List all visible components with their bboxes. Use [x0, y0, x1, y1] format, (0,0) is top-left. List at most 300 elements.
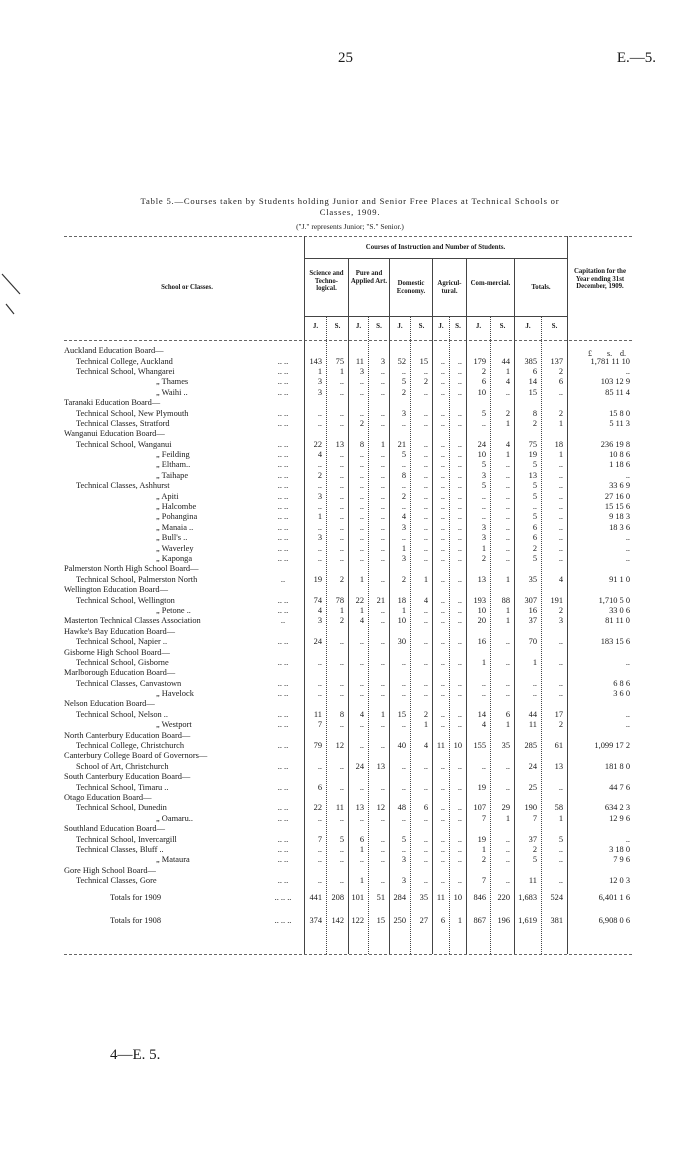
- leader-dots-cell: ..: [280, 574, 286, 584]
- value-cell: ..: [359, 533, 364, 543]
- value-cell: ..: [481, 761, 486, 771]
- value-cell: 4: [423, 741, 428, 751]
- value-cell: 5: [401, 834, 406, 844]
- table-row: [64, 782, 632, 792]
- leader-dots-cell: .. ..: [277, 491, 289, 501]
- value-cell: [302, 627, 324, 637]
- value-cell: ..: [423, 450, 428, 460]
- value-cell: 19: [313, 574, 322, 584]
- table-row: [64, 346, 632, 356]
- value-cell: 22: [313, 439, 322, 449]
- value-cell: ..: [317, 418, 322, 428]
- value-cell: 2: [505, 408, 510, 418]
- value-cell: 6: [532, 522, 537, 532]
- capitation-cell: 10 8 6: [609, 450, 630, 460]
- value-cell: [302, 866, 324, 876]
- value-cell: [539, 772, 565, 782]
- capitation-cell: [565, 585, 632, 595]
- value-cell: 5: [401, 450, 406, 460]
- value-cell: ..: [423, 543, 428, 553]
- value-cell: [447, 772, 464, 782]
- value-cell: ..: [440, 605, 445, 615]
- value-cell: ..: [380, 689, 385, 699]
- leader-dots-cell: .. ..: [277, 439, 289, 449]
- value-cell: 107: [473, 803, 486, 813]
- value-cell: ..: [380, 408, 385, 418]
- value-cell: ..: [440, 834, 445, 844]
- school-name-cell: „ Waverley: [156, 543, 194, 553]
- capitation-cell: [565, 751, 632, 761]
- value-cell: ..: [457, 803, 462, 813]
- capitation-cell: 12 9 6: [609, 813, 630, 823]
- capitation-cell: 6,401 1 6: [598, 892, 630, 902]
- value-cell: ..: [457, 709, 462, 719]
- table-row: [64, 564, 632, 574]
- value-cell: ..: [401, 366, 406, 376]
- value-cell: [366, 668, 387, 678]
- capitation-cell: 6,908 0 6: [598, 915, 630, 925]
- value-cell: 3: [401, 855, 406, 865]
- value-cell: 21: [376, 595, 385, 605]
- value-cell: ..: [440, 595, 445, 605]
- value-cell: 5: [481, 460, 486, 470]
- value-cell: [447, 398, 464, 408]
- value-cell: 1: [558, 418, 563, 428]
- value-cell: [430, 668, 447, 678]
- value-cell: ..: [423, 844, 428, 854]
- table-row: [64, 616, 632, 626]
- value-cell: ..: [505, 678, 510, 688]
- value-cell: [302, 346, 324, 356]
- school-name-cell: Taranaki Education Board—: [64, 398, 161, 408]
- value-cell: [430, 824, 447, 834]
- value-cell: 3: [481, 470, 486, 480]
- value-cell: 8: [359, 439, 364, 449]
- value-cell: [488, 730, 512, 740]
- table-row: [64, 824, 632, 834]
- value-cell: ..: [339, 554, 344, 563]
- value-cell: ..: [339, 657, 344, 667]
- value-cell: ..: [380, 574, 385, 584]
- value-cell: [387, 647, 408, 657]
- value-cell: ..: [380, 616, 385, 626]
- value-cell: ..: [380, 605, 385, 615]
- leader-dots-cell: [264, 824, 302, 834]
- value-cell: 122: [351, 915, 364, 925]
- value-cell: 374: [309, 915, 322, 925]
- value-cell: ..: [505, 554, 510, 563]
- value-cell: ..: [505, 689, 510, 699]
- value-cell: [512, 346, 539, 356]
- value-cell: 75: [528, 439, 537, 449]
- value-cell: [387, 824, 408, 834]
- value-cell: [512, 751, 539, 761]
- value-cell: ..: [401, 813, 406, 823]
- value-cell: [464, 793, 488, 803]
- value-cell: ..: [380, 554, 385, 563]
- value-cell: 22: [313, 803, 322, 813]
- value-cell: [408, 627, 430, 637]
- leader-dots-cell: .. ..: [277, 657, 289, 667]
- value-cell: ..: [440, 803, 445, 813]
- value-cell: [408, 699, 430, 709]
- value-cell: [430, 699, 447, 709]
- value-cell: ..: [423, 366, 428, 376]
- value-cell: ..: [380, 502, 385, 512]
- leader-dots-cell: .. ..: [277, 605, 289, 615]
- leader-dots-cell: .. ..: [277, 876, 289, 886]
- value-cell: ..: [440, 554, 445, 563]
- capitation-cell: 81 11 0: [605, 616, 630, 626]
- value-cell: ..: [457, 366, 462, 376]
- value-cell: [387, 668, 408, 678]
- table-row: [64, 398, 632, 408]
- value-cell: [488, 772, 512, 782]
- leader-dots-cell: [264, 647, 302, 657]
- value-cell: [366, 627, 387, 637]
- value-cell: 12: [376, 803, 385, 813]
- value-cell: 18: [554, 439, 563, 449]
- value-cell: ..: [532, 502, 537, 512]
- value-cell: [512, 647, 539, 657]
- table-row: [64, 762, 632, 772]
- value-cell: 2: [532, 543, 537, 553]
- free-places-table: [64, 346, 632, 932]
- value-cell: ..: [440, 533, 445, 543]
- table-row: [64, 647, 632, 657]
- value-cell: 24: [528, 761, 537, 771]
- value-cell: [539, 647, 565, 657]
- value-cell: [302, 668, 324, 678]
- value-cell: 6: [558, 377, 563, 387]
- value-cell: 3: [317, 491, 322, 501]
- value-cell: 21: [397, 439, 406, 449]
- value-cell: 2: [558, 720, 563, 730]
- value-cell: ..: [481, 512, 486, 522]
- leader-dots-cell: .. ..: [277, 481, 289, 491]
- table-row: [64, 543, 632, 553]
- capitation-cell: [565, 772, 632, 782]
- value-cell: [512, 699, 539, 709]
- value-cell: [464, 668, 488, 678]
- school-name-cell: North Canterbury Education Board—: [64, 730, 191, 740]
- value-cell: 4: [317, 450, 322, 460]
- capitation-cell: 15 8 0: [609, 408, 630, 418]
- school-name-cell: Otago Education Board—: [64, 792, 152, 802]
- value-cell: [488, 866, 512, 876]
- value-cell: ..: [359, 522, 364, 532]
- value-cell: 4: [558, 574, 563, 584]
- school-name-cell: Auckland Education Board—: [64, 346, 164, 356]
- value-cell: [387, 564, 408, 574]
- value-cell: [512, 793, 539, 803]
- school-name-cell: South Canterbury Education Board—: [64, 772, 191, 782]
- value-cell: ..: [380, 491, 385, 501]
- value-cell: ..: [457, 460, 462, 470]
- value-cell: [346, 699, 366, 709]
- value-cell: [430, 585, 447, 595]
- leader-dots-cell: [264, 772, 302, 782]
- value-cell: 10: [453, 741, 462, 751]
- leader-dots-cell: [264, 668, 302, 678]
- value-cell: 13: [528, 470, 537, 480]
- value-cell: 27: [419, 915, 428, 925]
- leader-dots-cell: .. ..: [277, 637, 289, 647]
- capitation-cell: 9 18 3: [609, 512, 630, 522]
- value-cell: ..: [380, 720, 385, 730]
- value-cell: [430, 398, 447, 408]
- value-cell: 7: [481, 876, 486, 886]
- value-cell: 15: [376, 915, 385, 925]
- school-column-header: School or Classes.: [161, 284, 213, 291]
- value-cell: ..: [457, 595, 462, 605]
- value-cell: [346, 866, 366, 876]
- margin-mark-icon: [0, 270, 24, 320]
- value-cell: ..: [440, 855, 445, 865]
- value-cell: 6: [317, 782, 322, 792]
- value-cell: ..: [359, 502, 364, 512]
- value-cell: ..: [440, 574, 445, 584]
- leader-dots-cell: .. ..: [277, 470, 289, 480]
- value-cell: 24: [355, 761, 364, 771]
- school-name-cell: Technical School, Wellington: [76, 595, 175, 605]
- value-cell: [366, 429, 387, 439]
- value-cell: 19: [477, 782, 486, 792]
- capitation-cell: [565, 668, 632, 678]
- value-cell: [408, 585, 430, 595]
- value-cell: [346, 647, 366, 657]
- value-cell: ..: [440, 502, 445, 512]
- value-cell: 137: [550, 356, 563, 366]
- value-cell: 25: [528, 782, 537, 792]
- value-cell: 11: [528, 876, 537, 886]
- table-row: [64, 450, 632, 460]
- value-cell: 385: [524, 356, 537, 366]
- value-cell: 11: [436, 741, 445, 751]
- value-cell: ..: [423, 533, 428, 543]
- capitation-cell: [565, 564, 632, 574]
- value-cell: 30: [397, 637, 406, 647]
- value-cell: ..: [440, 689, 445, 699]
- value-cell: ..: [457, 439, 462, 449]
- value-cell: [346, 627, 366, 637]
- capitation-cell: 1,099 17 2: [594, 741, 630, 751]
- value-cell: 19: [477, 834, 486, 844]
- table-row: [64, 637, 632, 647]
- value-cell: ..: [440, 512, 445, 522]
- value-cell: ..: [457, 377, 462, 387]
- leader-dots-cell: [264, 429, 302, 439]
- value-cell: ..: [481, 418, 486, 428]
- value-cell: 74: [313, 595, 322, 605]
- value-cell: 2: [317, 470, 322, 480]
- table-row: [64, 554, 632, 564]
- value-cell: ..: [440, 366, 445, 376]
- value-cell: [447, 730, 464, 740]
- value-cell: ..: [457, 574, 462, 584]
- value-cell: [346, 398, 366, 408]
- value-cell: ..: [317, 876, 322, 886]
- value-cell: 14: [477, 709, 486, 719]
- value-cell: ..: [440, 709, 445, 719]
- value-cell: ..: [380, 855, 385, 865]
- value-cell: [512, 398, 539, 408]
- school-name-cell: Technical Classes, Canvastown: [76, 678, 182, 688]
- value-cell: ..: [339, 408, 344, 418]
- value-cell: 48: [397, 803, 406, 813]
- table-row: [64, 481, 632, 491]
- value-cell: [430, 647, 447, 657]
- leader-dots-cell: [264, 585, 302, 595]
- leader-dots-cell: .. ..: [277, 803, 289, 813]
- value-cell: [366, 772, 387, 782]
- value-cell: 13: [376, 761, 385, 771]
- value-cell: ..: [401, 533, 406, 543]
- capitation-cell: 7 9 6: [613, 855, 630, 865]
- value-cell: [324, 585, 346, 595]
- capitation-cell: 236 19 8: [600, 439, 630, 449]
- school-name-cell: Technical School, Timaru ..: [76, 782, 169, 792]
- value-cell: 5: [532, 481, 537, 491]
- value-cell: ..: [401, 657, 406, 667]
- value-cell: 142: [331, 915, 344, 925]
- j-header: J.: [312, 322, 319, 330]
- j-header: J.: [525, 322, 531, 330]
- value-cell: ..: [380, 460, 385, 470]
- value-cell: 4: [505, 439, 510, 449]
- value-cell: ..: [401, 678, 406, 688]
- value-cell: ..: [440, 543, 445, 553]
- value-cell: 5: [481, 408, 486, 418]
- capitation-cell: 12 0 3: [609, 876, 630, 886]
- value-cell: ..: [440, 408, 445, 418]
- value-cell: [447, 585, 464, 595]
- leader-dots-cell: .. ..: [277, 366, 289, 376]
- value-cell: ..: [380, 418, 385, 428]
- value-cell: ..: [457, 782, 462, 792]
- value-cell: [302, 647, 324, 657]
- value-cell: 1: [380, 439, 385, 449]
- value-cell: ..: [505, 876, 510, 886]
- value-cell: ..: [457, 834, 462, 844]
- value-cell: [430, 730, 447, 740]
- value-cell: 6: [423, 803, 428, 813]
- value-cell: 1: [558, 450, 563, 460]
- value-cell: [387, 429, 408, 439]
- value-cell: [512, 564, 539, 574]
- capitation-cell: 1 18 6: [609, 460, 630, 470]
- value-cell: ..: [380, 782, 385, 792]
- school-name-cell: Technical College, Auckland: [76, 356, 173, 366]
- value-cell: [488, 647, 512, 657]
- capitation-cell: 181 8 0: [604, 761, 630, 771]
- table-row: [64, 730, 632, 740]
- value-cell: ..: [359, 481, 364, 491]
- school-name-cell: Technical School, Palmerston North: [76, 574, 198, 584]
- value-cell: 1: [505, 366, 510, 376]
- value-cell: 1: [505, 616, 510, 626]
- capitation-cell: 91 1 0: [609, 574, 630, 584]
- value-cell: 155: [473, 741, 486, 751]
- value-cell: ..: [380, 387, 385, 397]
- value-cell: 5: [532, 460, 537, 470]
- value-cell: 1: [359, 876, 364, 886]
- capitation-cell: [565, 647, 632, 657]
- capitation-cell: [565, 730, 632, 740]
- value-cell: ..: [359, 813, 364, 823]
- school-name-cell: School of Art, Christchurch: [76, 761, 169, 771]
- value-cell: 143: [309, 356, 322, 366]
- leader-dots-cell: .. ..: [277, 543, 289, 553]
- value-cell: ..: [359, 782, 364, 792]
- school-name-cell: „ Manaia ..: [156, 522, 194, 532]
- value-cell: 5: [339, 834, 344, 844]
- value-cell: 6: [440, 915, 445, 925]
- value-cell: 7: [317, 834, 322, 844]
- value-cell: ..: [505, 502, 510, 512]
- value-cell: ..: [423, 637, 428, 647]
- capitation-cell: ..: [625, 657, 630, 667]
- s-header: S.: [418, 322, 425, 330]
- value-cell: ..: [380, 813, 385, 823]
- leader-dots-cell: [264, 564, 302, 574]
- value-cell: 3: [481, 533, 486, 543]
- s-header: S.: [334, 322, 341, 330]
- value-cell: ..: [505, 844, 510, 854]
- value-cell: [408, 866, 430, 876]
- value-cell: [302, 585, 324, 595]
- value-cell: ..: [558, 491, 563, 501]
- school-name-cell: Masterton Technical Classes Association: [64, 616, 201, 626]
- value-cell: 2: [423, 377, 428, 387]
- value-cell: ..: [339, 813, 344, 823]
- value-cell: 10: [453, 892, 462, 902]
- value-cell: [539, 824, 565, 834]
- value-cell: ..: [532, 689, 537, 699]
- value-cell: ..: [359, 470, 364, 480]
- value-cell: 7: [317, 720, 322, 730]
- table-row: [64, 440, 632, 450]
- value-cell: 4: [317, 605, 322, 615]
- value-cell: [346, 730, 366, 740]
- value-cell: ..: [339, 844, 344, 854]
- capitation-cell: 183 15 6: [600, 637, 630, 647]
- value-cell: ..: [440, 377, 445, 387]
- value-cell: ..: [457, 450, 462, 460]
- value-cell: [324, 564, 346, 574]
- value-cell: 2: [423, 709, 428, 719]
- value-cell: ..: [317, 689, 322, 699]
- value-cell: ..: [457, 543, 462, 553]
- leader-dots-cell: .. ..: [277, 761, 289, 771]
- value-cell: [430, 564, 447, 574]
- value-cell: 14: [528, 377, 537, 387]
- j-header: J.: [397, 322, 403, 330]
- value-cell: [512, 627, 539, 637]
- table-row: [64, 575, 632, 585]
- table-row: [64, 845, 632, 855]
- value-cell: [447, 793, 464, 803]
- value-cell: ..: [359, 460, 364, 470]
- value-cell: [488, 398, 512, 408]
- value-cell: 3: [401, 522, 406, 532]
- value-cell: 70: [528, 637, 537, 647]
- value-cell: [539, 730, 565, 740]
- value-cell: 190: [524, 803, 537, 813]
- value-cell: 12: [335, 741, 344, 751]
- capitation-cell: ..: [625, 720, 630, 730]
- table-row: [64, 668, 632, 678]
